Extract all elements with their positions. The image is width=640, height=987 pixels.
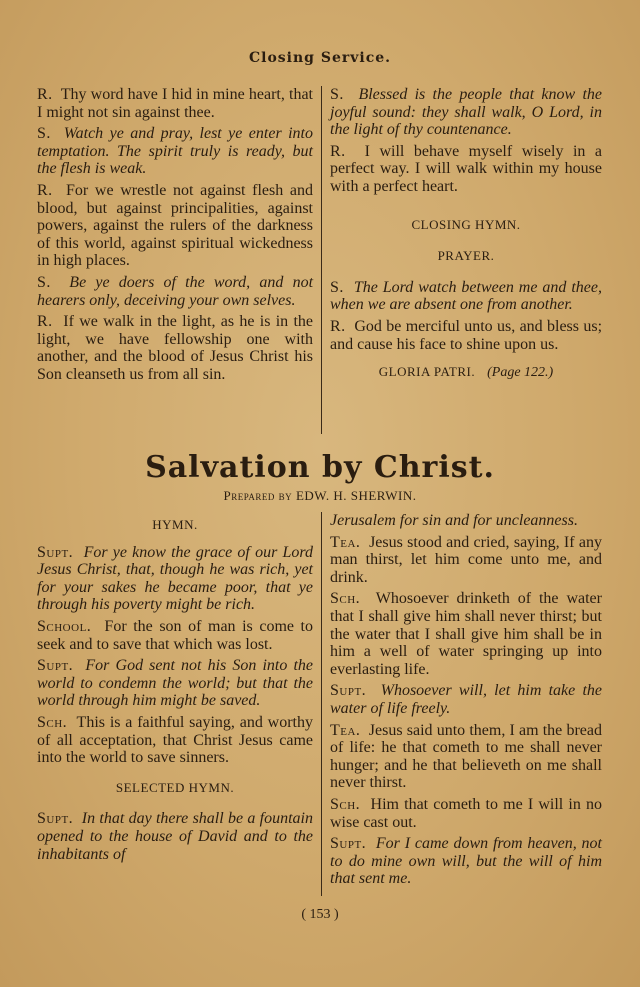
responsive-reading: Tea. Jesus stood and cried, saying, If any man thirst, let him come unto me, and drink.	[330, 533, 602, 586]
responsive-reading: R. For we wrestle not against flesh and blood, but against principalities, against powers, against the rulers of the darkness of this world, against spiritual wickedness in high places.	[37, 181, 314, 270]
column-divider	[321, 512, 322, 896]
gloria-page-ref: (Page 122.)	[487, 365, 554, 381]
prepared-by-label: Prepared by	[223, 488, 293, 503]
responsive-reading: Supt. Whosoever will, let him take the water of life freely.	[330, 682, 602, 717]
responsive-reading: Tea. Jesus said unto them, I am the bread of life: he that cometh to me shall never hunger; and he that believeth on me shall never thirst.	[330, 721, 602, 792]
gloria-line	[330, 363, 602, 382]
responsive-reading: Sch. This is a faithful saying, and worthy of all acceptation, that Christ Jesus came into the world to save sinners.	[37, 713, 313, 767]
prepared-by-name: EDW. H. SHERWIN.	[295, 488, 417, 503]
responsive-reading: Jerusalem for sin and for uncleanness.	[330, 512, 578, 529]
gloria-heading: GLORIA PATRI.	[378, 364, 476, 380]
top-left-column	[37, 86, 313, 388]
responsive-reading: Supt. For I came down from heaven, not to do mine own will, but the will of him that sent me.	[330, 835, 603, 888]
responsive-reading: R. God be merciful unto us, and bless us; and cause his face to shine upon us.	[330, 317, 603, 353]
responsive-reading: Supt. For God sent not his Son into the world to condemn the world; but that the world through him might be saved.	[37, 657, 314, 710]
responsive-reading: S. Blessed is the people that know the joyful sound: they shall walk, O Lord, in the light of thy countenance.	[330, 86, 603, 139]
page-number: ( 153 )	[301, 907, 339, 922]
running-header: Closing Service.	[249, 50, 391, 66]
prepared-by	[0, 488, 640, 504]
bottom-right-column	[330, 512, 602, 892]
responsive-reading: R. Thy word have I hid in mine heart, that I might not sin against thee.	[37, 86, 313, 121]
prayer-heading: PRAYER.	[437, 248, 495, 264]
section-title: Salvation by Christ.	[145, 450, 495, 485]
responsive-reading: S. Watch ye and pray, lest ye enter into temptation. The spirit truly is ready, but the flesh is weak.	[37, 125, 313, 178]
responsive-reading: Sch. Whosoever drinketh of the water that I shall give him shall never thirst; but the water that I shall give him shall be in him a well of water springing up into everlasting life.	[330, 590, 602, 678]
bottom-left-column	[37, 512, 313, 867]
responsive-reading: S. The Lord watch between me and thee, when we are absent one from another.	[330, 278, 602, 314]
hymn-heading: HYMN.	[152, 517, 198, 532]
responsive-reading: R. I will behave myself wisely in a perfect way. I will walk within my house with a perfect heart.	[330, 142, 602, 195]
responsive-reading: Supt. For ye know the grace of our Lord Jesus Christ, that, though he was rich, yet for your sakes he became poor, that ye through his poverty might be rich.	[37, 543, 314, 614]
responsive-reading: Sch. Him that cometh to me I will in no wise cast out.	[330, 795, 603, 831]
selected-hymn-heading: SELECTED HYMN.	[115, 779, 235, 795]
top-right-column	[330, 86, 602, 382]
responsive-reading: R. If we walk in the light, as he is in the light, we have fellowship one with another, and the blood of Jesus Christ his Son cleanseth us from all sin.	[37, 313, 314, 383]
responsive-reading: School. For the son of man is come to seek and to save that which was lost.	[37, 617, 313, 653]
closing-hymn-heading: CLOSING HYMN.	[411, 216, 521, 232]
responsive-reading: Supt. In that day there shall be a fountain opened to the house of David and to the inhabitants of	[37, 810, 314, 863]
responsive-reading: S. Be ye doers of the word, and not hearers only, deceiving your own selves.	[37, 273, 314, 309]
column-divider	[321, 86, 322, 434]
